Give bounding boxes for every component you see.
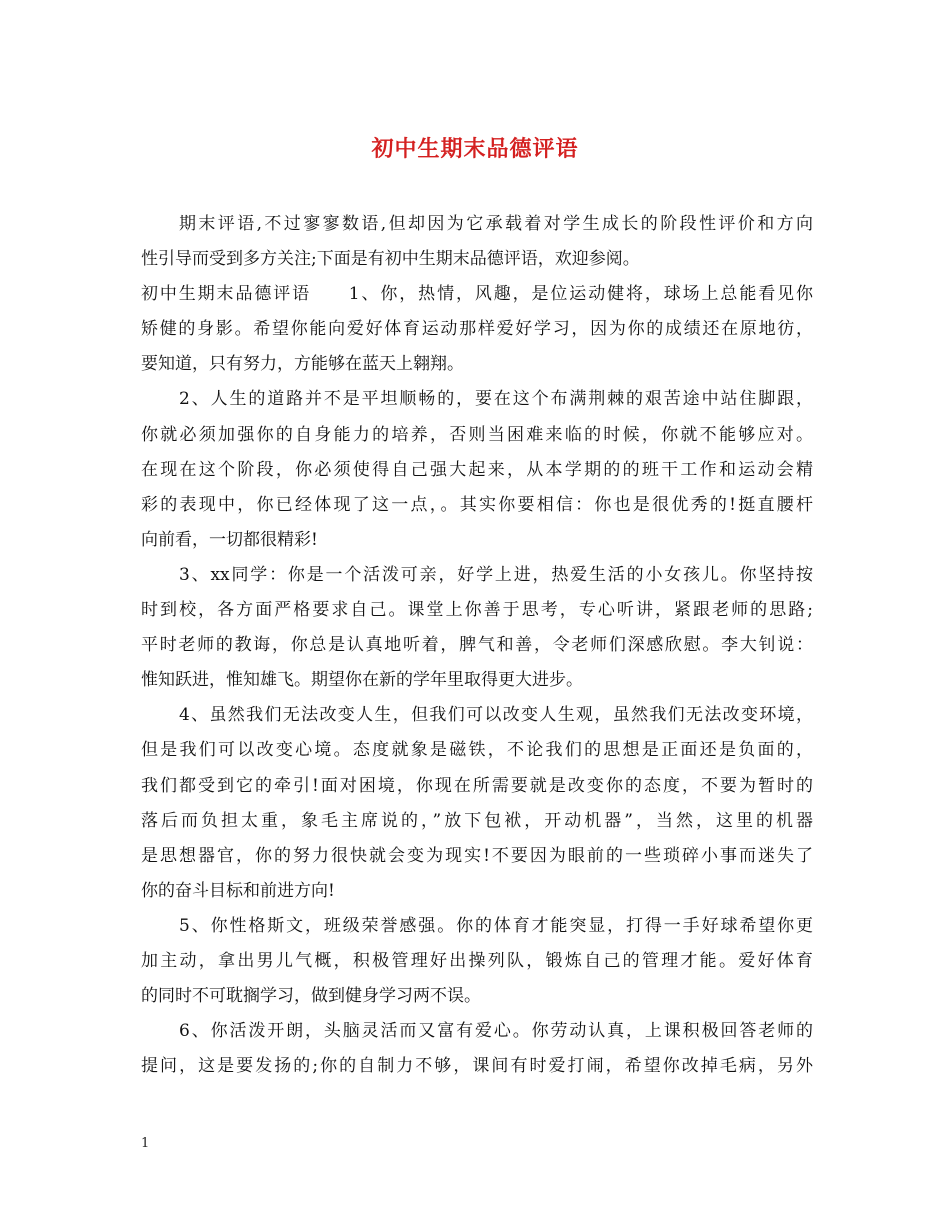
document-title: 初中生期末品德评语 [371, 136, 579, 162]
body-line: 你就必须加强你的自身能力的培养，否则当困难来临的时候，你就不能够应对。 [141, 424, 813, 445]
body-line: 4、虽然我们无法改变人生，但我们可以改变人生观，虽然我们无法改变环境， [179, 705, 813, 726]
body-line: 惟知跃进，惟知雄飞。期望你在新的学年里取得更大进步。 [141, 670, 583, 691]
body-line: 要知道，只有努力，方能够在蓝天上翱翔。 [141, 354, 464, 375]
body-line: 向前看，一切都很精彩! [141, 529, 318, 550]
body-line: 期末评语,不过寥寥数语,但却因为它承载着对学生成长的阶段性评价和方向 [179, 214, 813, 234]
body-line: 你的奋斗目标和前进方向! [141, 880, 335, 901]
body-line: 但是我们可以改变心境。态度就象是磁铁，不论我们的思想是正面还是负面的， [141, 740, 813, 761]
body-line: 是思想器官，你的努力很快就会变为现实!不要因为眼前的一些琐碎小事而迷失了 [141, 845, 813, 866]
body-line: 性引导而受到多方关注;下面是有初中生期末品德评语，欢迎参阅。 [141, 249, 640, 270]
body-line: 我们都受到它的牵引!面对困境，你现在所需要就是改变你的态度，不要为暂时的 [141, 775, 813, 796]
body-line: 彩的表现中，你已经体现了这一点，。其实你要相信：你也是很优秀的!挺直腰杆 [141, 494, 813, 515]
body-line: 的同时不可耽搁学习，做到健身学习两不误。 [141, 986, 481, 1007]
body-line: 2、人生的道路并不是平坦顺畅的，要在这个布满荆棘的艰苦途中站住脚跟， [179, 389, 813, 410]
document-body [141, 207, 813, 1084]
body-line: 时到校，各方面严格要求自己。课堂上你善于思考，专心听讲，紧跟老师的思路; [141, 600, 813, 621]
body-line: 落后而负担太重，象毛主席说的，”放下包袱，开动机器”，当然，这里的机器 [141, 810, 813, 831]
body-line: 3、xx同学：你是一个活泼可亲，好学上进，热爱生活的小女孩儿。你坚持按 [179, 564, 813, 585]
body-line: 初中生期末品德评语 1、你，热情，风趣，是位运动健将，球场上总能看见你 [141, 284, 813, 305]
body-line: 5、你性格斯文，班级荣誉感强。你的体育才能突显，打得一手好球希望你更 [179, 915, 813, 936]
body-line: 平时老师的教诲，你总是认真地听着，脾气和善，令老师们深感欣慰。李大钊说： [141, 635, 813, 656]
body-line: 在现在这个阶段，你必须使得自己强大起来，从本学期的的班干工作和运动会精 [141, 459, 813, 480]
body-line: 6、你活泼开朗，头脑灵活而又富有爱心。你劳动认真，上课积极回答老师的 [179, 1021, 813, 1042]
body-line: 加主动，拿出男儿气概，积极管理好出操列队，锻炼自己的管理才能。爱好体育 [141, 950, 813, 971]
body-line: 提问，这是要发扬的;你的自制力不够，课间有时爱打闹，希望你改掉毛病，另外 [141, 1056, 813, 1077]
body-line: 矫健的身影。希望你能向爱好体育运动那样爱好学习，因为你的成绩还在原地彷， [141, 319, 813, 340]
page-number: 1 [141, 1136, 150, 1151]
